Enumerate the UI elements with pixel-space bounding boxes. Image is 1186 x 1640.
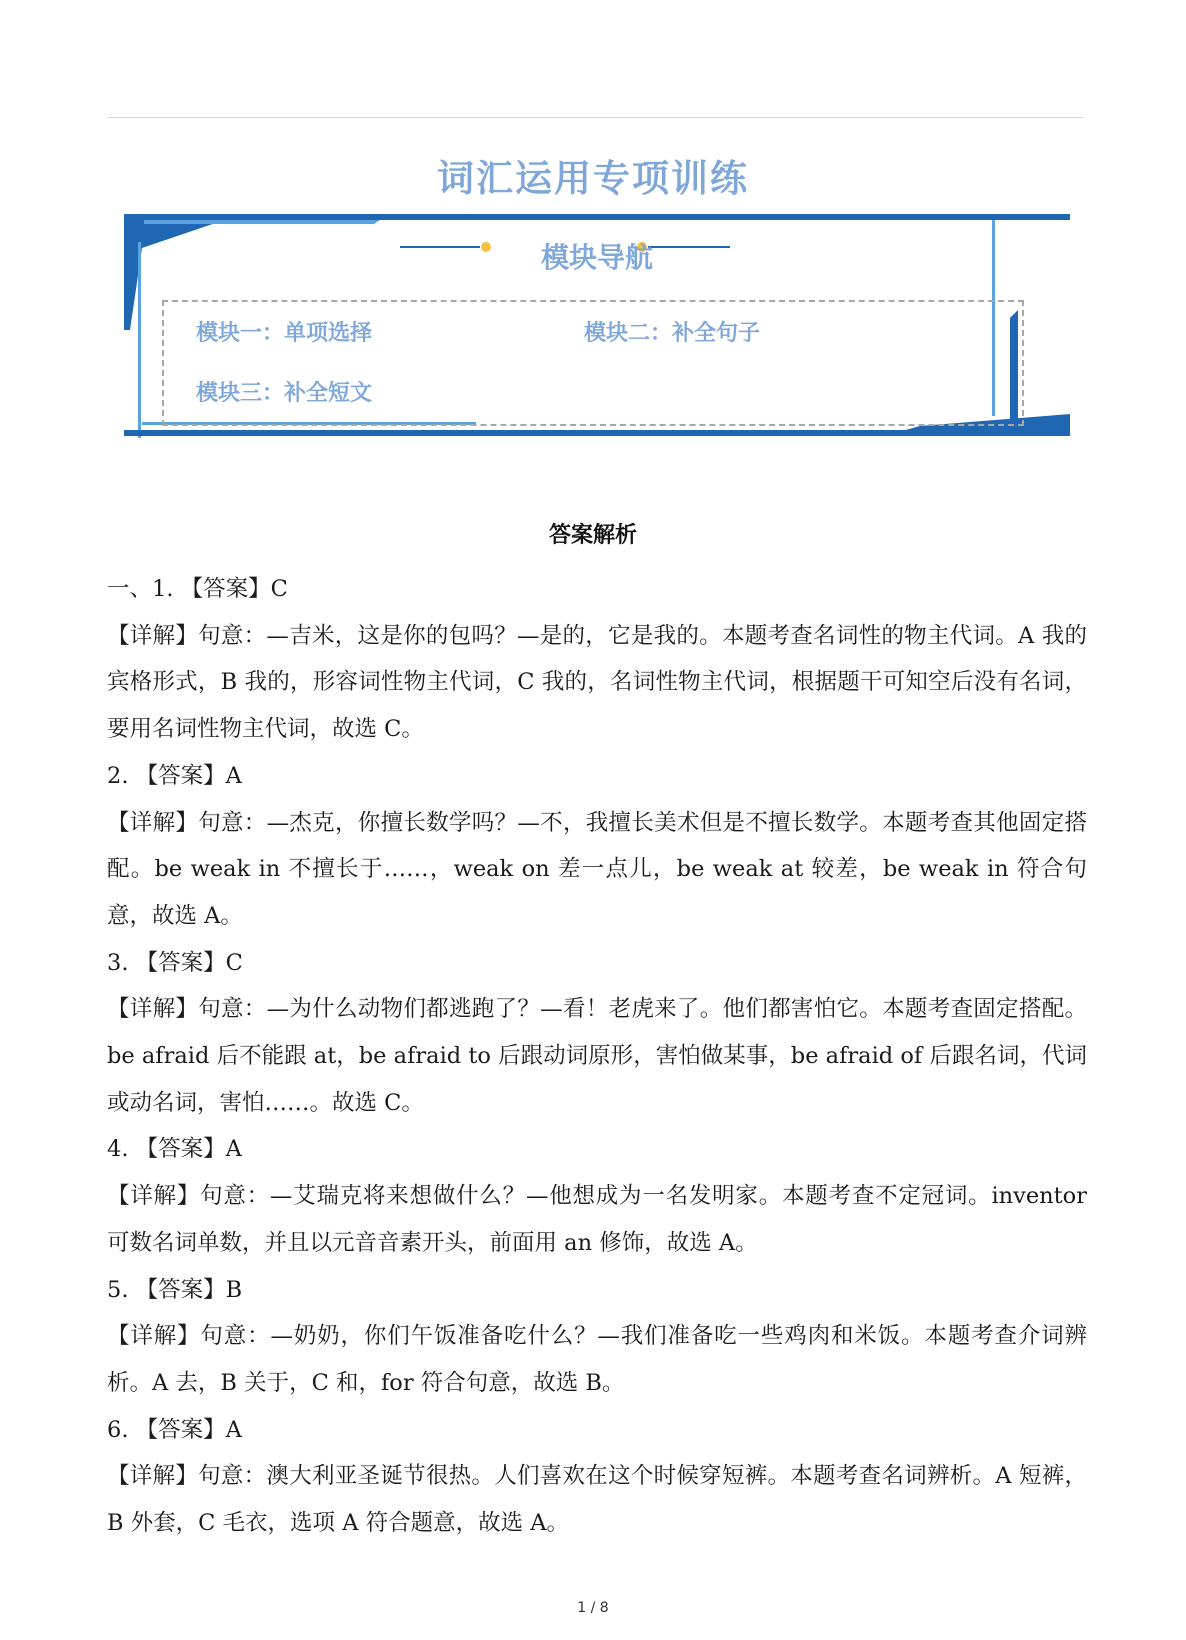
explanation-5: 【详解】句意：—奶奶，你们午饭准备吃什么？—我们准备吃一些鸡肉和米饭。本题考查介词辨析。A 去，B 关于，C 和，for 符合句意，故选 B。 — [107, 1323, 1087, 1396]
explanation-4: 【详解】句意：—艾瑞克将来想做什么？—他想成为一名发明家。本题考查不定冠词。inventor 可数名词单数，并且以元音音素开头，前面用 an 修饰，故选 A。 — [107, 1183, 1087, 1256]
explanation-3: 【详解】句意：—为什么动物们都逃跑了？—看！老虎来了。他们都害怕它。本题考查固定搭配。be afraid 后不能跟 at，be afraid to 后跟动词原形，害怕做某事，be afraid of 后跟名词，代词或动名词，害怕……。故选 C。 — [107, 996, 1087, 1116]
document-title: 词汇运用专项训练 — [437, 156, 749, 200]
answer-line-1: 一、1. 【答案】C — [107, 576, 288, 602]
header-rule — [107, 117, 1083, 118]
explanation-2: 【详解】句意：—杰克，你擅长数学吗？—不，我擅长美术但是不擅长数学。本题考查其他固定搭配。be weak in 不擅长于……，weak on 差一点儿，be weak at 较差，be weak in 符合句意，故选 A。 — [107, 809, 1087, 929]
answer-analysis-body — [107, 566, 1087, 1547]
module-navigation-heading: 模块导航 — [540, 241, 653, 274]
explanation-1: 【详解】句意：—吉米，这是你的包吗？—是的，它是我的。本题考查名词性的物主代词。A 我的宾格形式，B 我的，形容词性物主代词，C 我的，名词性物主代词，根据题干可知空后没有名词，要用名词性物主代词，故选 C。 — [107, 622, 1087, 743]
module-navigation-banner — [124, 214, 1070, 458]
answer-line-6: 6. 【答案】A — [107, 1416, 242, 1443]
page-number: 1 / 8 — [577, 1600, 609, 1616]
module-item-2[interactable]: 模块二：补全句子 — [584, 320, 761, 346]
answer-line-2: 2. 【答案】A — [107, 762, 242, 789]
answer-analysis-heading: 答案解析 — [548, 522, 637, 548]
module-list-box — [162, 300, 1024, 426]
answer-line-3: 3. 【答案】C — [107, 949, 243, 976]
module-item-1[interactable]: 模块一：单项选择 — [196, 320, 373, 346]
explanation-6: 【详解】句意：澳大利亚圣诞节很热。人们喜欢在这个时候穿短裤。本题考查名词辨析。A 短裤，B 外套，C 毛衣，选项 A 符合题意，故选 A。 — [107, 1463, 1087, 1537]
answer-line-4: 4. 【答案】A — [107, 1136, 242, 1163]
answer-line-5: 5. 【答案】B — [107, 1276, 243, 1303]
module-item-3[interactable]: 模块三：补全短文 — [196, 380, 373, 406]
